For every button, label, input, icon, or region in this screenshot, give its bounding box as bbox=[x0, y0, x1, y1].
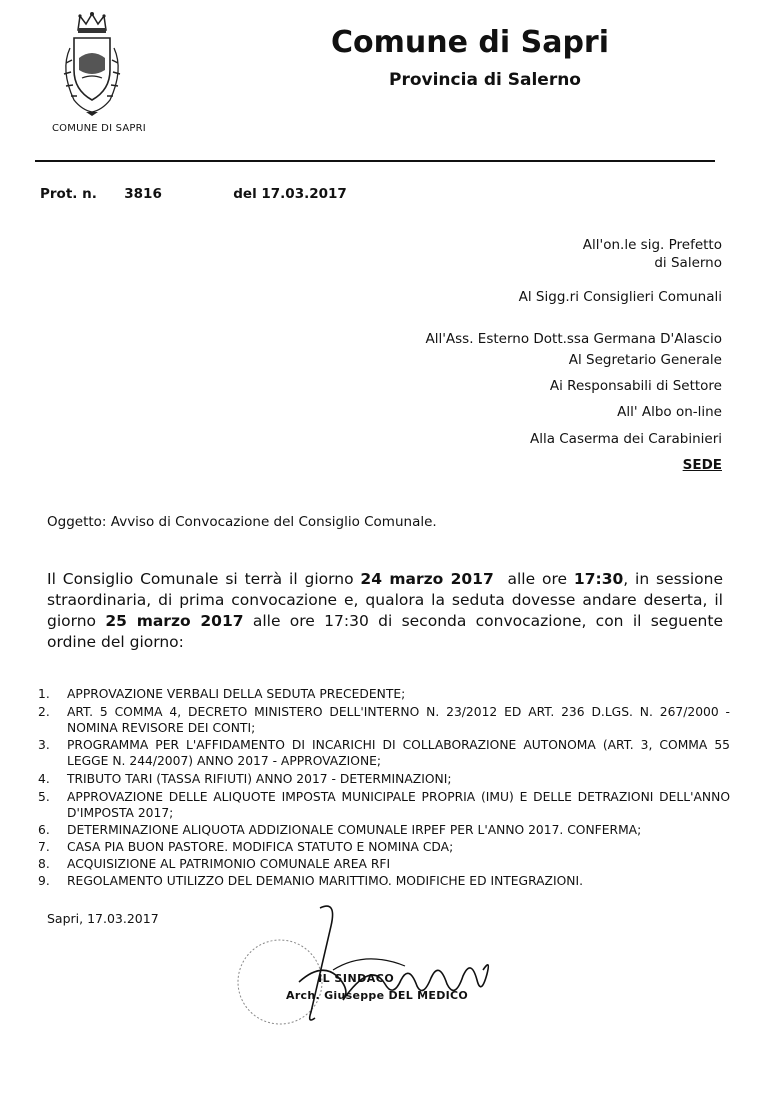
agenda-item-number: 6. bbox=[38, 823, 50, 838]
province-subtitle bbox=[0, 70, 770, 90]
protocol-line bbox=[40, 186, 347, 202]
agenda-item-number: 7. bbox=[38, 840, 50, 855]
agenda-item bbox=[38, 874, 730, 890]
agenda-item bbox=[38, 857, 730, 873]
agenda-item bbox=[38, 705, 730, 737]
recipient-sede: SEDE bbox=[682, 457, 722, 473]
recipient-assessore: All'Ass. Esterno Dott.ssa Germana D'Alascio bbox=[425, 331, 722, 347]
agenda-item bbox=[38, 840, 730, 856]
recipient-segretario: Al Segretario Generale bbox=[568, 352, 722, 368]
agenda-item-text: REGOLAMENTO UTILIZZO DEL DEMANIO MARITTIMO. MODIFICHE ED INTEGRAZIONI. bbox=[67, 873, 584, 888]
agenda-item-text: ACQUISIZIONE AL PATRIMONIO COMUNALE AREA RFI bbox=[67, 856, 391, 871]
agenda-list bbox=[38, 687, 730, 890]
agenda-item bbox=[38, 823, 730, 839]
place-date: Sapri, 17.03.2017 bbox=[47, 911, 159, 926]
crest-caption: COMUNE DI SAPRI bbox=[52, 123, 146, 134]
agenda-item-text: APPROVAZIONE DELLE ALIQUOTE IMPOSTA MUNICIPALE PROPRIA (IMU) E DELLE DETRAZIONI DELL'ANNO D'IMPOSTA 2017; bbox=[67, 789, 730, 820]
protocol-label: Prot. n. bbox=[40, 186, 97, 202]
first-session-date: 24 marzo 2017 bbox=[360, 570, 494, 588]
agenda-item-number: 4. bbox=[38, 771, 50, 786]
agenda-item-number: 5. bbox=[38, 789, 50, 804]
recipient-prefetto-line1: All'on.le sig. Prefetto bbox=[582, 237, 722, 253]
body-paragraph bbox=[47, 569, 723, 653]
body-part2: alle ore bbox=[493, 570, 574, 588]
recipient-consiglieri: Al Sigg.ri Consiglieri Comunali bbox=[518, 289, 722, 305]
second-session-date: 25 marzo 2017 bbox=[105, 612, 244, 630]
agenda-item-number: 3. bbox=[38, 738, 50, 753]
agenda-item-number: 2. bbox=[38, 704, 50, 719]
agenda-item-number: 9. bbox=[38, 873, 50, 888]
body-part4: alle ore 17:30 di seconda convocazione, con il seguente ordine del giorno: bbox=[47, 612, 723, 651]
agenda-item bbox=[38, 772, 730, 788]
subject-line: Oggetto: Avviso di Convocazione del Consiglio Comunale. bbox=[47, 514, 437, 530]
agenda-item-text: DETERMINAZIONE ALIQUOTA ADDIZIONALE COMUNALE IRPEF PER L'ANNO 2017. CONFERMA; bbox=[67, 823, 642, 838]
recipient-albo: All' Albo on-line bbox=[617, 404, 722, 420]
agenda-item-text: APPROVAZIONE VERBALI DELLA SEDUTA PRECEDENTE; bbox=[67, 687, 406, 701]
signer-role: IL SINDACO bbox=[318, 972, 395, 985]
province-text: Provincia di Salerno bbox=[389, 70, 581, 90]
protocol-number: 3816 bbox=[124, 186, 162, 202]
agenda-item bbox=[38, 687, 730, 703]
header-divider bbox=[35, 160, 715, 162]
agenda-item-text: CASA PIA BUON PASTORE. MODIFICA STATUTO E NOMINA CDA; bbox=[67, 840, 454, 855]
body-part1: Il Consiglio Comunale si terrà il giorno bbox=[47, 570, 361, 588]
agenda-item-number: 1. bbox=[38, 687, 50, 701]
protocol-date: del 17.03.2017 bbox=[233, 186, 347, 202]
agenda-item-number: 8. bbox=[38, 856, 50, 871]
recipient-carabinieri: Alla Caserma dei Carabinieri bbox=[529, 431, 722, 447]
agenda-item-text: ART. 5 COMMA 4, DECRETO MINISTERO DELL'INTERNO N. 23/2012 ED ART. 236 D.LGS. N. 267/2000 - NOMINA REVISORE DEI CONTI; bbox=[67, 704, 730, 735]
page-title bbox=[0, 25, 770, 60]
agenda-item bbox=[38, 790, 730, 822]
agenda-item bbox=[38, 738, 730, 770]
agenda-item-text: TRIBUTO TARI (TASSA RIFIUTI) ANNO 2017 - DETERMINAZIONI; bbox=[67, 771, 452, 786]
body-part3: , in sessione straordinaria, di prima convocazione e, qualora la seduta dovesse andare deserta, il giorno bbox=[47, 570, 723, 630]
first-session-time: 17:30 bbox=[573, 570, 624, 588]
signature-icon bbox=[225, 900, 525, 1030]
title-text: Comune di Sapri bbox=[331, 25, 609, 60]
signer-name: Arch. Giuseppe DEL MEDICO bbox=[286, 989, 469, 1002]
recipient-responsabili: Ai Responsabili di Settore bbox=[549, 378, 722, 394]
recipient-prefetto-line2: di Salerno bbox=[654, 255, 722, 271]
agenda-item-text: PROGRAMMA PER L'AFFIDAMENTO DI INCARICHI DI COLLABORAZIONE AUTONOMA (ART. 3, COMMA 55 LEGGE N. 244/2007) ANNO 2017 - APPROVAZIONE; bbox=[67, 738, 730, 769]
